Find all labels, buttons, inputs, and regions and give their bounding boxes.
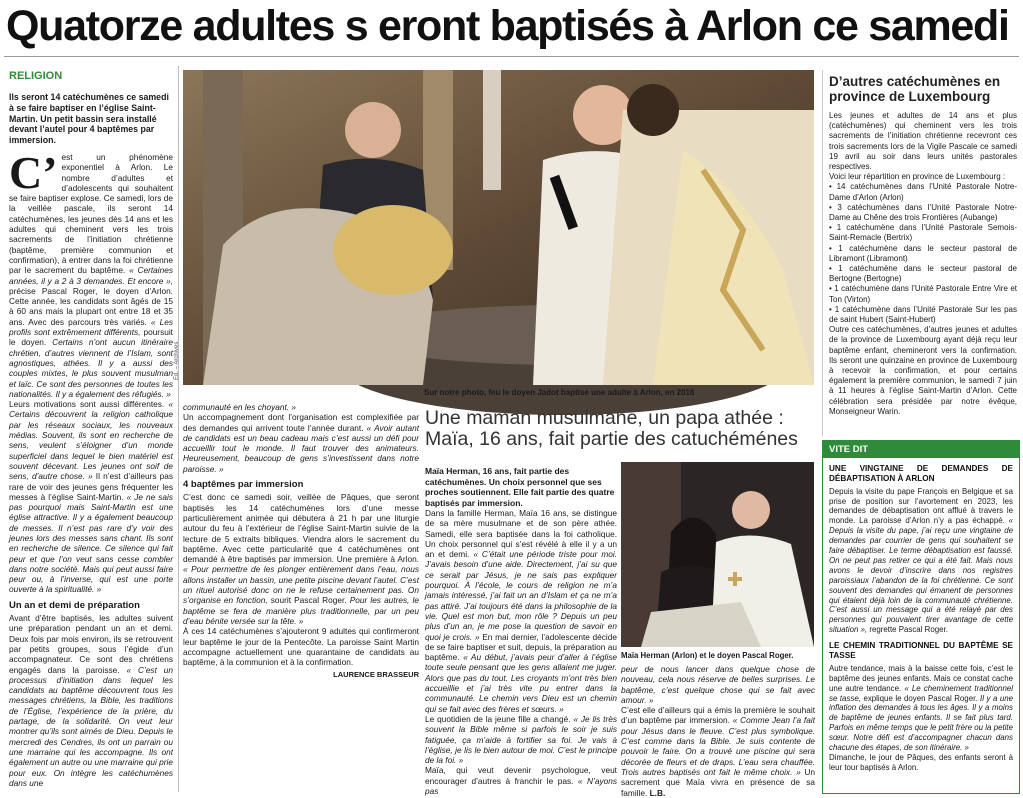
quote: « C’est un processus d’initiation dans lequel les candidats au baptême découvrent tous les messages chrétiens, la Bible, les traditions de l’Église, l’expérience de la prière, du partage, de la solidarité. On veut leur montrer qu’ils sont aimés de Dieu. Depuis le mercredi des Cendres, ils ont un parrain ou une marraine qui les accompagne. Ils ont également un autre ou une marraine qui prie pour eux. On intègre les catéchumènes dans une	[9, 664, 173, 788]
baptism-photo	[183, 70, 814, 385]
vite-heading-2: LE CHEMIN TRADITIONNEL DU BAPTÊME SE TASSE	[829, 641, 1013, 660]
vite-dit-box	[822, 440, 1020, 794]
top-rule	[4, 56, 1019, 57]
article-chapo: Ils seront 14 catéchumènes ce samedi à se faire baptiser en l’église Saint-Martin. Un petit bassin sera installé devant l’autel pour 4 baptêmes par immersion.	[9, 92, 169, 146]
section-2-chapo: Maïa Herman, 16 ans, fait partie des catéchumènes. Un choix personnel que ses proches soutiennent. Elle fait partie des quatre baptisés par immersion.	[425, 466, 615, 508]
quote: Certains n’ont aucun itinéraire chrétien, d’autres viennent de l’Islam, sont agnostiques, athées. Il y a aussi des couples mixtes, le plus souvent musulman et laïc. Ce sont des personnes de toutes les nationalités. Il y a également des réfugiés. »	[9, 337, 173, 399]
paragraph: Maïa, qui veut devenir psychologue, veut encourager d’autres à franchir le pas.	[425, 765, 617, 786]
paragraph: À ces 14 catéchumènes s’ajouteront 9 adultes qui confirmeront leur baptême le jour de la Pentecôte. La paroisse Saint Martin accompagne actuellement une quarantaine de candidats au baptême, à la communion et à la confirmation.	[183, 626, 419, 668]
sidebar-body	[829, 111, 1017, 417]
list-item: • 1 catéchumène dans le secteur pastoral de Libramont (Libramont)	[829, 243, 1017, 263]
list-item: • 14 catéchumènes dans l’Unité Pastorale Notre-Dame d’Arlon (Arlon)	[829, 182, 1017, 202]
rubric: RELIGION	[9, 70, 63, 82]
section-2-title: Une maman musulmane, un papa athée : Maïa, 16 ans, fait partie des catuchéménes	[425, 407, 798, 450]
quote: « Les profils sont extrêmement différents,	[9, 316, 173, 338]
paragraph: Le quotidien de la jeune fille a changé.	[425, 713, 571, 724]
quote: « Je ne sais pas pourquoi mais Saint-Martin est une église attractive. Il y a également beaucoup de messes. Il n’est pas rare d’y voir des jeunes lors des messes sans chant. Ils sont en recherche de silence. Ce silence qui fait peur et que l’on veut sans cesse combler dans notre société. Mais qui peut aussi faire peur ou, à l’inverse, qui est une porte ouverte à la spiritualité. »	[9, 491, 173, 595]
subheading-immersion: 4 baptêmes par immersion	[183, 479, 304, 491]
section-2-column-2	[621, 664, 816, 798]
vite-dit-header: VITE DIT	[823, 441, 1019, 458]
paragraph: Un accompagnement dont l’organisation est complexifiée par des demandes qui arrivent toute l’année durant.	[183, 412, 419, 433]
quote: « Certaines années, il y a 2 à 3 demandes. Et encore »,	[9, 265, 173, 286]
quote: peur de nous lancer dans quelque chose de nouveau, cela nous réserve de belles surprises. Le baptême, c’est quelque chose qui se fait avec amour. »	[621, 664, 815, 705]
sidebar-box	[822, 70, 1019, 436]
maia-photo	[621, 462, 814, 647]
quote: Il y a une inflation des demandes à tous les âges. Il y a moins de baptême de jeunes enfants. Il se fait plus tard. Parfois en même temps que le petit frère ou la petite sœur. Notre défi est d’accompagner chacun dans chacune des étapes, de son itinéraire. »	[829, 693, 1014, 753]
paragraph: Autre tendance, mais à la baisse cette fois, c’est le baptême des jeunes enfants. Mais ce constat cache une autre tendance.	[829, 663, 1013, 693]
paragraph: Depuis la visite du pape François en Belgique et sa prise de position sur l’avortement en 2023, les demandes de débaptisation ont afflué à travers le monde. La paroisse d’Arlon n’y a pas échappé.	[829, 486, 1013, 526]
paragraph: Leurs motivations sont aussi différentes.	[9, 399, 165, 410]
maia-photo-caption: Maïa Herman (Arlon) et le doyen Pascal Roger.	[621, 651, 794, 660]
paragraph: Dans la famille Herman, Maïa 16 ans, se distingue de sa mère musulmane et de son père athée. Samedi, elle sera baptisée dans la foi catholique. Un choix personnel qui s’est révélé à elle il y a un an et demi.	[425, 508, 617, 560]
list-item: • 1 catéchumène dans l’Unité Pastorale Semois-Saint-Remacle (Bertrix)	[829, 223, 1017, 243]
vite-heading-1: UNE VINGTAINE DE DEMANDES DE DÉBAPTISATION À ARLON	[829, 464, 1013, 483]
quote: « Je lis très souvent la Bible même si parfois le soir je suis fatiguée, ça m’aide à fortifier sa foi. Je vais à l’église, je lis le bien autour de moi. C’est le principe de la foi. »	[425, 713, 617, 766]
quote: « Le cheminement traditionnel se tasse,	[829, 683, 1013, 703]
headline: Quatorze adultes s eront baptisés à Arlon ce samedi	[6, 2, 1009, 50]
quote: « Pour permettre de les plonger entièrement dans l’eau, nous allons installer un bassin, une petite piscine devant l’autel. C’est un rituel autorisé donc on ne le refuse certainement pas. On s’organise en fonction,	[183, 564, 419, 606]
list-item: • 1 catéchumène dans l’Unité Pastorale Entre Vire et Ton (Virton)	[829, 284, 1017, 304]
paragraph: explique le doyen Pascal Roger.	[863, 693, 978, 703]
list-item: • 3 catéchumènes dans l’Unité Pastorale Notre-Dame au Chêne des trois Frontières (Aubange)	[829, 202, 1017, 223]
paragraph: regrette Pascal Roger.	[869, 625, 948, 635]
paragraph: sourit Pascal Roger.	[270, 595, 347, 606]
quote: « Au début, j’avais peur d’aller à l’église toute seule pensant que les gens allaient me juger. Alors que pas du tout. Les croyants m’ont très bien accueillie et j’ai très vite pu entrer dans la communauté. Le chemin vers Dieu est un chemin qui se fait avec des frères et sœurs. »	[425, 652, 617, 714]
sidebar-title: D’autres catéchumènes en province de Luxembourg	[829, 74, 1001, 104]
photo-credit: Éd. – Archives	[174, 341, 180, 380]
section-2-signature: L.B.	[649, 787, 666, 798]
quote: « Avoir autant de candidats est un beau cadeau mais c’est aussi un défi pour accueillir tout le monde. Il faut trouver des animateurs. Heureusement, beaucoup de gens s’investissent dans notre paroisse. »	[183, 422, 419, 474]
quote: « Comme Jean l’a fait pour Jésus dans le fleuve. C’est plus symbolique. C’est comme dans la Bible. Je suis contente de pouvoir le faire. On a trouvé une piscine qui sera décorée de fleurs et de draps. L’eau sera chauffée. Trois autres baptisés ont fait le même choix. »	[621, 715, 815, 777]
article-column-1	[9, 147, 173, 792]
drop-cap: C’	[9, 147, 58, 198]
paragraph: Avant d’être baptisés, les adultes suivent une préparation pendant un an et demi. Deux fois par mois environ, ils se retrouvent par petits groupes, sous l’égide d’un accompagnateur. Ce sont des chrétiens engagés dans la paroisse.	[9, 613, 173, 675]
quote: Pour les autres, le baptême se fera de manière plus traditionnelle, par un peu d’eau bénite versée sur la tête. »	[183, 595, 419, 626]
paragraph: C’est donc ce samedi soir, veillée de Pâques, que seront baptisés les 14 catéchumènes lors d’une messe particulièrement animée qui débutera à 21 h par une liturgie autour du feu à l’extérieur de l’église Saint-Martin suivie de la lecture de 5 extraits bibliques. Viendra alors le sacrement du baptême. Avec cette particularité que 4 catéchumènes ont demandé à être baptisés par immersion. Une première à Arlon.	[183, 492, 419, 565]
quote: « N’ayons pas	[425, 775, 617, 797]
quote: « C’était une période triste pour moi. J’avais besoin d’une aide. Directement, j’ai su que ce serait par Jésus, je ne sais pas expliquer pourquoi. À l’école, le cours de religion ne m’a jamais intéressé, j’ai fait un an d’Islam et ça ne m’a pas attiré. J’ai toujours été dans la philosophie de la vie. Quel est mon but, mon rôle ? Depuis un peu plus d’un an, je me pose la question de savoir en quoi je crois. »	[425, 549, 617, 642]
quote: « Certains découvrent la religion catholique par les réseaux sociaux, les nouveaux médias. Souvent, ils sont en recherche de sens, veulent s’éloigner d’un monde superficiel dans lequel le bien matériel est souvent décevant. Les jeunes ont soif de sens, d’autre chose. »	[9, 399, 173, 482]
quote: communauté en les choyant. »	[183, 402, 296, 412]
paragraph: poursuit le doyen.	[9, 327, 173, 348]
sidebar-lead: Voici leur répartition en province de Luxembourg :	[829, 172, 1006, 182]
baptism-photo-illustration	[183, 70, 814, 385]
photo-caption: Sur notre photo, feu le doyen Jadot baptise une adulte à Arlon, en 2016	[424, 388, 695, 397]
paragraph: Il n’est d’ailleurs pas rare de voir des jeunes gens fréquenter les messes à l’église Saint-Martin.	[9, 471, 173, 502]
sidebar-outro: Outre ces catéchumènes, d’autres jeunes et adultes de la province de Luxembourg ayant déjà reçu leur baptême enfant, chemineront vers la confirmation. Ils seront une quinzaine en province de Luxembourg à recevoir la confirmation, et pour certains également la première communion, le samedi 7 juin à 11 heures à l’église Saint-Martin d’Arlon. Cette célébration sera présidée par notre évêque, Monseigneur Warin.	[829, 325, 1017, 416]
vite-dit-body	[823, 464, 1019, 773]
quote: « Depuis la visite du pape, j’ai reçu une vingtaine de demandes par courrier de gens qui souhaitent se faire débaptiser. Le terme débaptisation est faussé. On ne peut pas retirer ce qui a été fait. Mais nous avons le devoir d’inscrire dans nos registres paroissiaux l’abandon de la foi chrétienne. Ce sont souvent des demandes qui émanent de personnes qui étaient déjà loin de la communauté chrétienne. C’est aussi un message qui a été relayé par des personnes qui pouvaient tirer avantage de cette situation »,	[829, 516, 1013, 635]
list-item: • 1 catéchumène dans le secteur pastoral de Bertogne (Bertogne)	[829, 264, 1017, 284]
list-item: • 1 catéchumène dans l’Unité Pastorale Sur les pas de saint Hubert (Saint-Hubert)	[829, 304, 1017, 325]
paragraph: C’est elle d’ailleurs qui a émis la première le souhait d’un baptême par immersion.	[621, 705, 815, 726]
paragraph: En mai dernier, l’adolescente décide de se faire baptiser et suit, depuis, la préparation au baptême.	[425, 631, 618, 663]
paragraph: Dimanche, le jour de Pâques, des enfants seront à leur tour baptisés à Arlon.	[829, 752, 1013, 772]
column-rule	[178, 66, 179, 792]
paragraph: Un sacrement que Maïa vivra en présence de sa famille.	[621, 766, 816, 798]
sidebar-intro: Les jeunes et adultes de 14 ans et plus (catéchumènes) qui cheminent vers les trois sacrements de l’initiation chrétienne recevront ces trois sacrements lors de la Vigile Pascale ce samedi 19 avril au soir dans leurs unités pastorales respectives.	[829, 111, 1017, 172]
article-column-2	[183, 402, 419, 792]
subheading-preparation: Un an et demi de préparation	[9, 599, 140, 611]
paragraph: précise Pascal Roger, le doyen d’Arlon. Cette année, les candidats sont âgés de 15 à 60 ans mais la plupart ont entre 18 et 35 ans. Avec des parcours très variés.	[9, 285, 173, 327]
author-signature: LAURENCE BRASSEUR	[333, 670, 419, 680]
intro-text: est un phénomène exponentiel à Arlon. Le nombre d’adultes et d’adolescents qui souhaitent se faire baptiser explose. Ce samedi, lors de la veillée pascale, ils seront 14 catéchumènes, les jeunes dès 14 ans et les adultes qui cheminent vers les trois sacrements de l’initiation chrétienne (baptême, première communion et confirmation), à entrer dans la foi chrétienne par le sacrement du baptême.	[9, 152, 173, 276]
section-2-column-1	[425, 508, 618, 797]
maia-photo-illustration	[621, 462, 814, 647]
